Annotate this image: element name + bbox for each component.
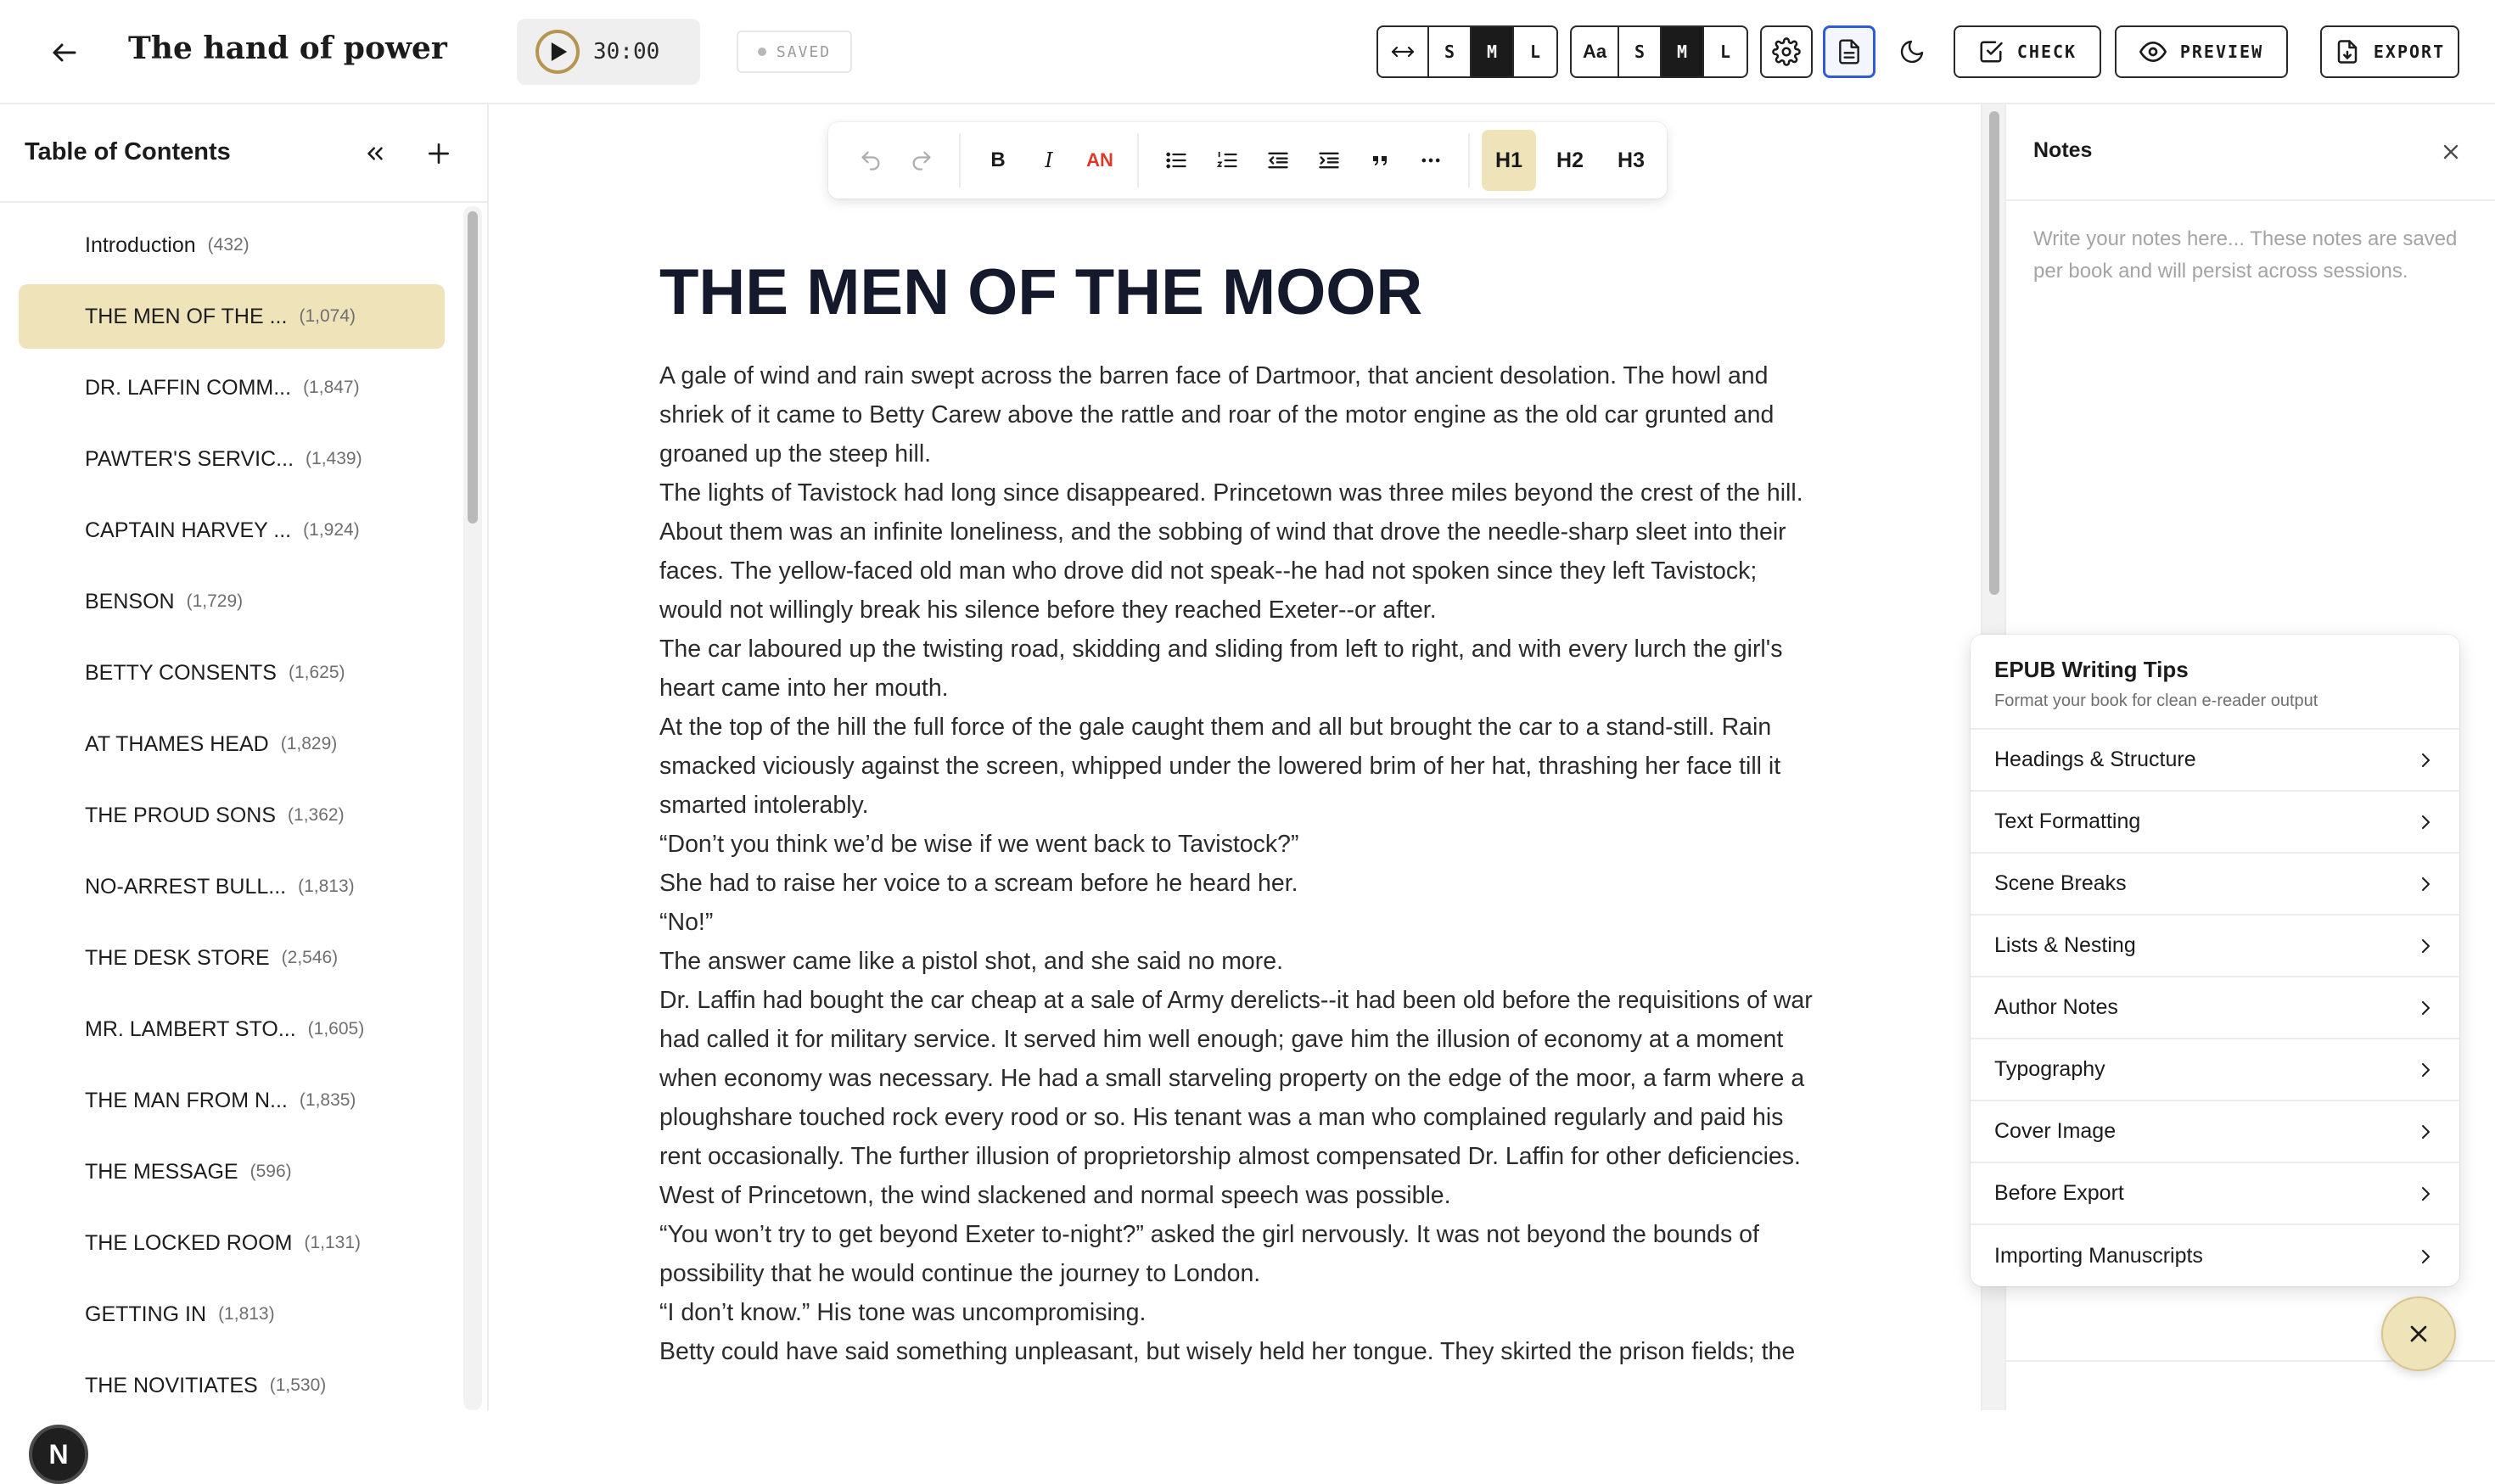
quote-icon [1370,150,1390,171]
heading-1-button[interactable]: H1 [1482,130,1536,191]
scene-break-button[interactable] [1405,130,1456,191]
toc-item-word-count: (1,829) [280,734,338,753]
bullet-list-icon [1164,148,1188,172]
toc-item-name: GETTING IN [85,1302,207,1326]
chevrons-left-icon [362,141,388,166]
tip-item[interactable] [1971,792,2459,854]
tips-subtitle: Format your book for clean e-reader output [1994,692,2318,710]
tip-item[interactable] [1971,854,2459,916]
indent-button[interactable] [1304,130,1354,191]
avatar[interactable]: N [29,1425,88,1484]
tip-item[interactable] [1971,1163,2459,1225]
tip-item-label: Cover Image [1994,1119,2117,1143]
author-note-button[interactable]: AN [1086,149,1113,171]
more-horizontal-icon [1419,148,1443,172]
toc-item[interactable] [19,284,445,349]
font-toggle-button[interactable]: Aa [1572,27,1619,76]
notes-toggle-button[interactable] [1823,25,1875,78]
toc-item-word-count: (1,530) [269,1375,327,1395]
font-size-s[interactable]: S [1619,27,1662,76]
top-bar [0,0,2495,104]
chevron-right-icon [2415,936,2436,956]
toc-item-name: THE MESSAGE [85,1159,238,1184]
toc-item-word-count: (596) [250,1162,292,1181]
page-width-selector [1376,25,1558,78]
toc-item[interactable] [19,1282,445,1347]
saved-label: SAVED [776,42,832,61]
toc-item[interactable] [19,712,445,776]
toc-item[interactable] [19,213,445,277]
tip-item[interactable] [1971,730,2459,792]
toc-item-word-count: (1,813) [298,876,355,896]
toc-item-name: DR. LAFFIN COMM... [85,375,292,400]
bullet-list-button[interactable] [1151,130,1202,191]
editor-area [491,104,1981,1410]
toc-item[interactable] [19,427,445,491]
toc-item[interactable] [19,1140,445,1204]
book-title[interactable]: The hand of power [128,31,447,66]
check-square-icon [1978,39,2004,64]
tip-item-label: Typography [1994,1057,2105,1081]
blockquote-button[interactable] [1354,130,1405,191]
chapter-title[interactable]: THE MEN OF THE MOOR [659,256,1423,328]
tip-item-label: Headings & Structure [1994,748,2196,771]
toc-item[interactable] [19,498,445,563]
paragraph[interactable]: The answer came like a pistol shot, and she said no more. [659,948,1284,975]
gear-icon [1772,37,1801,66]
toc-item[interactable] [19,997,445,1061]
toc-item[interactable] [19,569,445,634]
toc-scrollbar-thumb[interactable] [468,211,478,524]
toc-item-word-count: (1,625) [288,663,345,682]
redo-icon [910,148,934,172]
toc-item-name: NO-ARREST BULL... [85,874,287,899]
chevron-right-icon [2415,874,2436,894]
paragraph[interactable]: At the top of the hill the full force of the gale caught them and all but brought the car to a stand-still. Rain smacked viciously against the screen, whipped under the lowered brim of her hat, thrashing her face till it smarted intolerably. [659,714,1781,819]
writing-timer[interactable] [517,19,700,85]
arrow-left-icon [49,37,80,68]
toc-item[interactable] [19,783,445,848]
tip-item-label: Text Formatting [1994,809,2141,833]
timer-value: 30:00 [593,39,660,64]
format-toolbar [828,122,1667,199]
toc-item-name: PAWTER'S SERVIC... [85,446,294,471]
close-icon [2405,1320,2432,1347]
export-label: EXPORT [2373,42,2446,62]
width-size-l[interactable]: L [1529,42,1541,62]
chevron-right-icon [2415,1184,2436,1204]
undo-icon [859,148,883,172]
play-icon[interactable] [535,30,580,74]
toc-item-word-count: (2,546) [281,948,339,967]
tip-item-label: Lists & Nesting [1994,933,2136,957]
preview-label: PREVIEW [2179,42,2264,62]
toc-item-name: THE LOCKED ROOM [85,1230,293,1255]
paragraph[interactable]: “Don’t you think we’d be wise if we went back to Tavistock?” [659,831,1299,858]
chevron-right-icon [2415,1246,2436,1267]
preview-button[interactable] [2115,25,2288,78]
bold-button[interactable]: B [990,148,1006,171]
toc-header [0,104,487,203]
toc-item-name: MR. LAMBERT STO... [85,1016,296,1041]
undo-button[interactable] [845,130,896,191]
file-export-icon [2335,39,2360,64]
toc-item[interactable] [19,356,445,420]
paragraph[interactable]: She had to raise her voice to a scream before he heard her. [659,870,1298,897]
close-tips-button[interactable] [2381,1296,2456,1371]
toc-item-name: THE NOVITIATES [85,1373,258,1397]
toc-item-word-count: (1,924) [303,520,360,540]
toc-item-name: Introduction [85,232,196,257]
tip-item-label: Author Notes [1994,995,2118,1019]
chapter-list [19,213,445,1425]
toc-item[interactable] [19,926,445,990]
font-size-selector [1570,25,1748,78]
tip-item-label: Before Export [1994,1181,2124,1205]
toolbar-divider [1137,133,1139,188]
notes-title: Notes [2033,138,2093,162]
toc-item-name: THE MAN FROM N... [85,1088,288,1112]
toc-item[interactable] [19,854,445,919]
paragraph[interactable]: The car laboured up the twisting road, skidding and sliding from left to right, and with every lurch the girl's heart came into her mouth. [659,636,1783,702]
dark-mode-button[interactable] [1886,25,1938,78]
toc-item-word-count: (1,813) [218,1304,275,1324]
font-size-m[interactable]: M [1662,27,1704,76]
tips-title: EPUB Writing Tips [1994,657,2189,682]
heading-2-button[interactable]: H2 [1556,148,1584,172]
chevron-right-icon [2415,750,2436,770]
add-chapter-button[interactable] [418,133,459,174]
paragraph[interactable]: A gale of wind and rain swept across the barren face of Dartmoor, that ancient desolation. The howl and shriek of it came to Betty Carew above the rattle and roar of the motor engine as the old car grunted and groaned up the steep hill. [659,362,1775,468]
toc-item-word-count: (432) [207,235,250,255]
collapse-sidebar-button[interactable] [355,133,395,174]
tip-item[interactable] [1971,1225,2459,1287]
toc-item-name: THE DESK STORE [85,945,270,970]
chevron-right-icon [2415,1122,2436,1142]
check-button[interactable] [1954,25,2101,78]
indent-icon [1317,148,1341,172]
settings-button[interactable] [1760,25,1813,78]
toc-title: Table of Contents [25,138,231,165]
width-size-s[interactable]: S [1429,27,1472,76]
chapter-body[interactable] [659,356,1822,1371]
toc-item-word-count: (1,074) [299,306,356,326]
moon-icon [1898,38,1926,65]
numbered-list-icon [1215,148,1239,172]
paragraph[interactable]: “You won’t try to get beyond Exeter to-night?” asked the girl nervously. It was not beyond the bounds of possibility that he would continue the journey to London. [659,1221,1759,1287]
heading-3-button[interactable]: H3 [1618,148,1645,172]
toc-item-word-count: (1,439) [306,449,362,468]
paragraph[interactable]: “I don’t know.” His tone was uncompromising. [659,1299,1147,1326]
tips-header [1971,635,2459,730]
outdent-button[interactable] [1253,130,1304,191]
tip-item[interactable] [1971,1039,2459,1101]
toc-item[interactable] [19,1353,445,1418]
editor-scrollbar-thumb[interactable] [1989,111,1999,595]
chevron-right-icon [2415,1060,2436,1080]
eye-icon [2139,38,2167,65]
notes-header [2006,104,2495,201]
paragraph[interactable]: Betty could have said something unpleasant, but wisely held her tongue. They skirted the prison fields; the [659,1338,1796,1365]
arrows-horizontal-icon [1390,43,1416,60]
outdent-icon [1266,148,1290,172]
toc-item-name: THE MEN OF THE ... [85,304,288,328]
paragraph[interactable]: The lights of Tavistock had long since disappeared. Princetown was three miles beyond the crest of the hill. About them was an infinite loneliness, and the sobbing of wind that drove the needle-sharp sleet into their faces. The yellow-faced old man who drove did not speak--he had not spoken since they left Tavistock; would not willingly break his silence before they reached Exeter--or after. [659,479,1803,624]
toc-item-word-count: (1,835) [299,1090,356,1110]
toc-item-word-count: (1,362) [288,805,345,825]
toc-item[interactable] [19,1068,445,1133]
notes-textarea[interactable] [2033,223,2475,410]
tips-list [1971,730,2459,1287]
width-size-m[interactable]: M [1472,27,1514,76]
toc-item[interactable] [19,641,445,705]
table-of-contents-sidebar [0,104,489,1470]
tip-item-label: Importing Manuscripts [1994,1244,2203,1268]
toc-item-name: AT THAMES HEAD [85,731,269,756]
toc-item-name: BENSON [85,589,175,613]
tip-item-label: Scene Breaks [1994,871,2127,895]
export-button[interactable] [2320,25,2459,78]
document-icon [1836,38,1863,65]
toc-item-word-count: (1,605) [307,1019,365,1039]
tip-item[interactable] [1971,1101,2459,1163]
chevron-right-icon [2415,998,2436,1018]
close-icon [2439,140,2463,164]
saved-status-badge [737,31,852,73]
toc-item[interactable] [19,1211,445,1275]
toc-item-name: BETTY CONSENTS [85,660,277,685]
tip-item[interactable] [1971,916,2459,977]
paragraph[interactable]: “No!” [659,909,714,936]
chevron-right-icon [2415,812,2436,832]
numbered-list-button[interactable] [1202,130,1253,191]
width-toggle-button[interactable] [1378,27,1429,76]
plus-icon [425,140,452,167]
toolbar-divider [1468,133,1470,188]
check-label: CHECK [2016,42,2077,62]
redo-button[interactable] [896,130,947,191]
status-dot-icon [758,48,766,56]
back-button[interactable] [44,32,85,73]
epub-tips-popup [1971,635,2459,1286]
toc-item-word-count: (1,847) [303,378,360,397]
paragraph[interactable]: West of Princetown, the wind slackened and normal speech was possible. [659,1182,1451,1209]
toc-item-word-count: (1,729) [186,591,244,611]
toc-item-name: CAPTAIN HARVEY ... [85,518,292,542]
toc-item-name: THE PROUD SONS [85,803,277,827]
tip-item[interactable] [1971,977,2459,1039]
font-size-l[interactable]: L [1719,42,1731,62]
paragraph[interactable]: Dr. Laffin had bought the car cheap at a sale of Army derelicts--it had been old before the requisitions of war had called it for military service. It served him well enough; gave him the illusion of economy at a moment when economy was necessary. He had a small starveling property on the edge of the moor, a farm where a ploughshare touched rock every rood or so. His tenant was a man who complained regularly and paid his rent occasionally. The further illusion of proprietorship almost compensated Dr. Laffin for other deficiencies. [659,987,1813,1170]
italic-button[interactable]: I [1045,148,1053,172]
toc-scrollbar[interactable] [463,206,482,1410]
toc-item-word-count: (1,131) [304,1233,362,1252]
toolbar-divider [959,133,961,188]
close-notes-button[interactable] [2431,132,2471,172]
